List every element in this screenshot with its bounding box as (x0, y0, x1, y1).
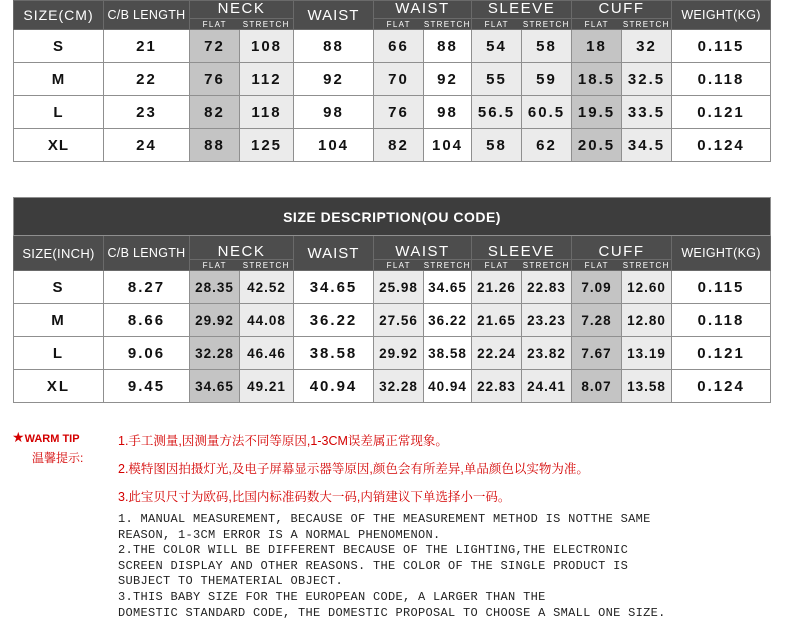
cell-s-str: 23.82 (522, 337, 572, 370)
cell-neck-flat: 88 (190, 129, 240, 162)
cell-c-str: 12.80 (622, 304, 672, 337)
table-row (14, 30, 771, 63)
cell-neck-flat: 28.35 (190, 271, 240, 304)
cuff-label: CUFF (598, 0, 645, 17)
en-line-6: 3.THIS BABY SIZE FOR THE EUROPEAN CODE, A LARGER THAN THE (118, 589, 546, 604)
waist-stretch-label: STRETCH (423, 20, 471, 29)
cell-weight: 0.115 (672, 30, 771, 63)
cell-s-str: 62 (522, 129, 572, 162)
cell-len: 21 (104, 30, 190, 63)
table-row (14, 63, 771, 96)
cell-neck-flat: 72 (190, 30, 240, 63)
cell-c-str: 34.5 (622, 129, 672, 162)
cell-c-str: 13.58 (622, 370, 672, 403)
neck-label: NECK (217, 0, 266, 17)
cell-len: 22 (104, 63, 190, 96)
waist-split-label: WAIST (395, 0, 450, 17)
cell-neck-flat: 34.65 (190, 370, 240, 403)
cell-neck-str: 112 (240, 63, 294, 96)
en-line-1: 1. MANUAL MEASUREMENT, BECAUSE OF THE MEASUREMENT METHOD IS NOTTHE SAME (118, 512, 651, 526)
sleeve-stretch-label: STRETCH (522, 261, 570, 270)
cell-size: M (14, 63, 104, 96)
cell-neck-flat: 82 (190, 96, 240, 129)
warm-tip-en: WARM TIP (24, 433, 80, 445)
cell-s-flat: 21.65 (472, 304, 522, 337)
cell-s-flat: 21.26 (472, 271, 522, 304)
cell-c-flat: 18.5 (572, 63, 622, 96)
header-sleeve (472, 1, 572, 19)
header-waist: WAIST (294, 1, 374, 30)
header-waist-split (374, 236, 472, 260)
cell-size: L (14, 96, 104, 129)
size-description-title: SIZE DESCRIPTION(OU CODE) (14, 198, 771, 236)
cuff-flat-label: FLAT (584, 20, 609, 29)
cell-waist: 36.22 (294, 304, 374, 337)
neck-stretch-label: STRETCH (242, 261, 290, 270)
cell-neck-str: 125 (240, 129, 294, 162)
cell-c-flat: 7.09 (572, 271, 622, 304)
cell-neck-flat: 29.92 (190, 304, 240, 337)
cell-size: XL (14, 129, 104, 162)
cell-c-str: 32.5 (622, 63, 672, 96)
header-weight: WEIGHT(KG) (672, 1, 771, 30)
cell-neck-str: 44.08 (240, 304, 294, 337)
cell-w-flat: 25.98 (374, 271, 424, 304)
size-table-inch (13, 197, 771, 403)
cell-waist: 98 (294, 96, 374, 129)
cell-neck-str: 49.21 (240, 370, 294, 403)
cell-len: 24 (104, 129, 190, 162)
warm-tip-cn: 温馨提示: (32, 451, 84, 465)
table-row (14, 96, 771, 129)
en-line-4: SCREEN DISPLAY AND OTHER REASONS. THE COLOR OF THE SINGLE PRODUCT IS (118, 558, 629, 573)
cell-w-flat: 32.28 (374, 370, 424, 403)
neck-flat-label: FLAT (202, 261, 227, 270)
cell-size: S (14, 30, 104, 63)
cuff-flat-label: FLAT (584, 261, 609, 270)
cell-len: 23 (104, 96, 190, 129)
cell-c-str: 32 (622, 30, 672, 63)
cell-waist: 88 (294, 30, 374, 63)
cell-c-str: 13.19 (622, 337, 672, 370)
header-neck (190, 1, 294, 19)
cuff-stretch-label: STRETCH (622, 261, 670, 270)
tip-cn-line-2: 2.模特图因拍摄灯光,及电子屏幕显示器等原因,颜色会有所差异,单品颜色以实物为准。 (118, 462, 589, 476)
cuff-stretch-label: STRETCH (622, 20, 670, 29)
cell-len: 8.27 (104, 271, 190, 304)
cell-size: XL (14, 370, 104, 403)
cell-weight: 0.124 (672, 129, 771, 162)
cell-waist: 40.94 (294, 370, 374, 403)
en-line-5: SUBJECT TO THEMATERIAL OBJECT. (118, 574, 344, 589)
table-row (14, 271, 771, 304)
cell-w-flat: 29.92 (374, 337, 424, 370)
cell-c-flat: 7.28 (572, 304, 622, 337)
cell-w-flat: 66 (374, 30, 424, 63)
cell-c-flat: 8.07 (572, 370, 622, 403)
cell-s-flat: 58 (472, 129, 522, 162)
cell-waist: 38.58 (294, 337, 374, 370)
sleeve-stretch-label: STRETCH (522, 20, 570, 29)
cell-weight: 0.121 (672, 337, 771, 370)
cell-weight: 0.118 (672, 304, 771, 337)
cell-c-flat: 20.5 (572, 129, 622, 162)
cell-weight: 0.118 (672, 63, 771, 96)
header-size: SIZE(CM) (14, 1, 104, 30)
cell-size: L (14, 337, 104, 370)
cell-s-flat: 55 (472, 63, 522, 96)
cell-w-flat: 27.56 (374, 304, 424, 337)
cell-s-str: 60.5 (522, 96, 572, 129)
cell-size: S (14, 271, 104, 304)
cell-neck-str: 118 (240, 96, 294, 129)
header-waist-split (374, 1, 472, 19)
cell-w-str: 34.65 (424, 271, 472, 304)
header-sleeve (472, 236, 572, 260)
cell-neck-flat: 32.28 (190, 337, 240, 370)
cell-c-flat: 7.67 (572, 337, 622, 370)
cell-len: 9.06 (104, 337, 190, 370)
size-table-cm (13, 0, 771, 162)
cell-s-flat: 56.5 (472, 96, 522, 129)
en-line-3: 2.THE COLOR WILL BE DIFFERENT BECAUSE OF THE LIGHTING,THE ELECTRONIC (118, 543, 629, 558)
cell-neck-str: 42.52 (240, 271, 294, 304)
sleeve-flat-label: FLAT (484, 261, 509, 270)
cell-c-flat: 18 (572, 30, 622, 63)
cell-c-flat: 19.5 (572, 96, 622, 129)
cell-s-flat: 54 (472, 30, 522, 63)
cell-w-str: 38.58 (424, 337, 472, 370)
table-row (14, 129, 771, 162)
sleeve-label: SLEEVE (487, 0, 556, 17)
cell-s-flat: 22.24 (472, 337, 522, 370)
table-row (14, 304, 771, 337)
cell-s-flat: 22.83 (472, 370, 522, 403)
sleeve-label: SLEEVE (487, 243, 556, 260)
cell-s-str: 23.23 (522, 304, 572, 337)
tip-cn-line-1: 1.手工测量,因测量方法不同等原因,1-3CM误差属正常现象。 (118, 434, 448, 448)
cell-s-str: 58 (522, 30, 572, 63)
cell-neck-str: 108 (240, 30, 294, 63)
cell-w-str: 36.22 (424, 304, 472, 337)
cell-len: 9.45 (104, 370, 190, 403)
cell-c-str: 33.5 (622, 96, 672, 129)
cell-w-str: 88 (424, 30, 472, 63)
cell-waist: 92 (294, 63, 374, 96)
waist-flat-label: FLAT (386, 261, 411, 270)
neck-flat-label: FLAT (202, 20, 227, 29)
cell-weight: 0.124 (672, 370, 771, 403)
neck-stretch-label: STRETCH (242, 20, 290, 29)
header-neck (190, 236, 294, 260)
table-row (14, 370, 771, 403)
header-cuff (572, 1, 672, 19)
header-size: SIZE(INCH) (14, 236, 104, 271)
sleeve-flat-label: FLAT (484, 20, 509, 29)
cell-w-str: 40.94 (424, 370, 472, 403)
en-line-7: DOMESTIC STANDARD CODE, THE DOMESTIC PROPOSAL TO CHOOSE A SMALL ONE SIZE. (118, 605, 666, 620)
header-weight: WEIGHT(KG) (672, 236, 771, 271)
warm-tip-label (12, 430, 112, 465)
cell-neck-str: 46.46 (240, 337, 294, 370)
cuff-label: CUFF (598, 243, 645, 260)
waist-split-label: WAIST (395, 243, 450, 260)
cell-len: 8.66 (104, 304, 190, 337)
english-notes (118, 512, 778, 621)
cell-size: M (14, 304, 104, 337)
cell-neck-flat: 76 (190, 63, 240, 96)
header-cuff (572, 236, 672, 260)
cell-w-str: 98 (424, 96, 472, 129)
cell-weight: 0.115 (672, 271, 771, 304)
en-line-2: REASON, 1-3CM ERROR IS A NORMAL PHENOMENON. (118, 527, 441, 542)
cell-s-str: 24.41 (522, 370, 572, 403)
cell-c-str: 12.60 (622, 271, 672, 304)
neck-label: NECK (217, 243, 266, 260)
cell-weight: 0.121 (672, 96, 771, 129)
cell-w-flat: 82 (374, 129, 424, 162)
cell-w-flat: 70 (374, 63, 424, 96)
header-cb-length: C/B LENGTH (104, 236, 190, 271)
cell-s-str: 22.83 (522, 271, 572, 304)
cell-w-str: 92 (424, 63, 472, 96)
cell-w-flat: 76 (374, 96, 424, 129)
waist-flat-label: FLAT (386, 20, 411, 29)
cell-waist: 104 (294, 129, 374, 162)
star-icon: ★ (12, 429, 25, 445)
cell-waist: 34.65 (294, 271, 374, 304)
tip-cn-line-3: 3.此宝贝尺寸为欧码,比国内标准码数大一码,内销建议下单选择小一码。 (118, 490, 511, 504)
cell-s-str: 59 (522, 63, 572, 96)
waist-stretch-label: STRETCH (423, 261, 471, 270)
header-waist: WAIST (294, 236, 374, 271)
table-row (14, 337, 771, 370)
cell-w-str: 104 (424, 129, 472, 162)
header-cb-length: C/B LENGTH (104, 1, 190, 30)
